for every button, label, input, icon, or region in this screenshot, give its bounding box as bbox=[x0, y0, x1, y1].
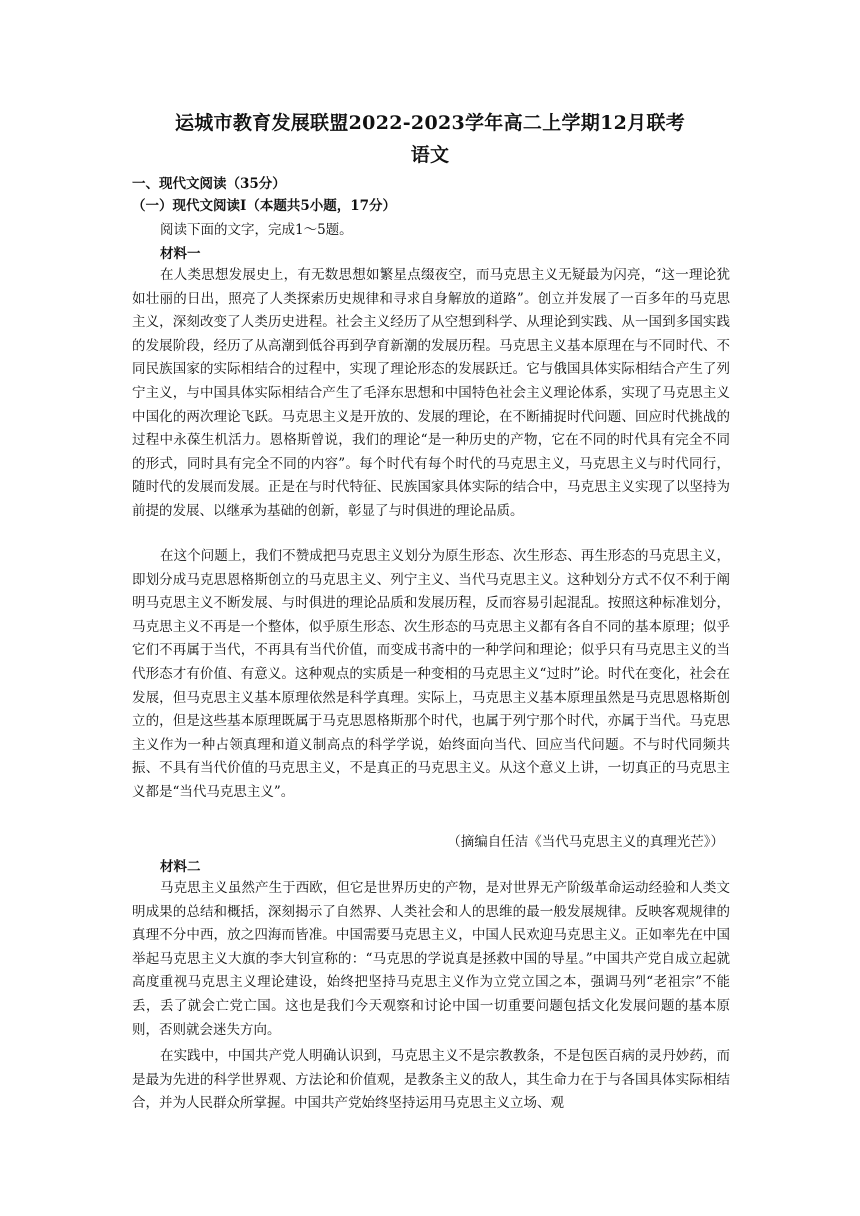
material-two-paragraph-2: 在实践中，中国共产党人明确认识到，马克思主义不是宗教教条，不是包医百病的灵丹妙药，而是最为先进的科学世界观、方法论和价值观，是教条主义的敌人，其生命力在于与各国具体实际相结合，并为人民群众所掌握。中国共产党始终坚持运用马克思主义立场、观 bbox=[132, 1048, 730, 1112]
material-one-paragraph-2: 在这个问题上，我们不赞成把马克思主义划分为原生形态、次生形态、再生形态的马克思主义，即划分成马克思恩格斯创立的马克思主义、列宁主义、当代马克思主义。这种划分方式不仅不利于阐明马克思主义不断发展、与时俱进的理论品质和发展历程，反而容易引起混乱。按照这种标准划分，马克思主义不再是一个整体，似乎原生形态、次生形态的马克思主义都有各自不同的基本原理；似乎它们不再属于当代，不再具有当代价值，而变成书斋中的一种学问和理论；似乎只有马克思主义的当代形态才有价值、有意义。这种观点的实质是一种变相的马克思主义“过时”论。时代在变化，社会在发展，但马克思主义基本原理依然是科学真理。实际上，马克思主义基本原理虽然是马克思恩格斯创立的，但是这些基本原理既属于马克思恩格斯那个时代，也属于列宁那个时代，亦属于当代。马克思主义作为一种占领真理和道义制高点的科学学说，始终面向当代、回应当代问题。不与时代同频共振、不具有当代价值的马克思主义，不是真正的马克思主义。从这个意义上讲，一切真正的马克思主义都是“当代马克思主义”。 bbox=[132, 548, 730, 800]
material-one-paragraph-1: 在人类思想发展史上，有无数思想如繁星点缀夜空，而马克思主义无疑最为闪亮，“这一理论犹如壮丽的日出，照亮了人类探索历史规律和寻求自身解放的道路”。创立并发展了一百多年的马克思主义，深刻改变了人类历史进程。社会主义经历了从空想到科学、从理论到实践、从一国到多国实践的发展阶段，经历了从高潮到低谷再到孕育新潮的发展历程。马克思主义基本原理在与不同时代、不同民族国家的实际相结合的过程中，实现了理论形态的发展跃迁。它与俄国具体实际相结合产生了列宁主义，与中国具体实际相结合产生了毛泽东思想和中国特色社会主义理论体系，实现了马克思主义中国化的两次理论飞跃。马克思主义是开放的、发展的理论，在不断捕捉时代问题、回应时代挑战的过程中永葆生机活力。恩格斯曾说，我们的理论“是一种历史的产物，它在不同的时代具有完全不同的形式，同时具有完全不同的内容”。每个时代有每个时代的马克思主义，马克思主义与时代同行，随时代的发展而发展。正是在与时代特征、民族国家具体实际的结合中，马克思主义实现了以坚持为前提的发展、以继承为基础的创新，彰显了与时俱进的理论品质。 bbox=[132, 267, 730, 519]
document-title: 运城市教育发展联盟2022-2023学年高二上学期12月联考 bbox=[174, 112, 686, 134]
material-two-paragraph-1: 马克思主义虽然产生于西欧，但它是世界历史的产物，是对世界无产阶级革命运动经验和人类文明成果的总结和概括，深刻揭示了自然界、人类社会和人的思维的最一般发展规律。反映客观规律的真理不分中西，放之四海而皆准。中国需要马克思主义，中国人民欢迎马克思主义。正如率先在中国举起马克思主义大旗的李大钊宣称的：“马克思的学说真是拯救中国的导星。”中国共产党自成立起就高度重视马克思主义理论建设，始终把坚持马克思主义作为立党立国之本，强调马列“老祖宗”不能丢，丢了就会亡党亡国。这也是我们今天观察和讨论中国一切重要问题包括文化发展问题的基本原则，否则就会迷失方向。 bbox=[132, 880, 730, 1038]
instruction-text: 阅读下面的文字，完成1～5题。 bbox=[160, 222, 353, 238]
material-two-label: 材料二 bbox=[160, 859, 201, 875]
subject-title: 语文 bbox=[410, 144, 450, 166]
section-subheading: （一）现代文阅读Ⅰ（本题共5小题，17分） bbox=[132, 198, 396, 214]
section-heading: 一、现代文阅读（35分） bbox=[132, 176, 286, 192]
material-one-label: 材料一 bbox=[160, 246, 201, 262]
material-one-source: （摘编自任洁《当代马克思主义的真理光芒》） bbox=[447, 834, 724, 850]
